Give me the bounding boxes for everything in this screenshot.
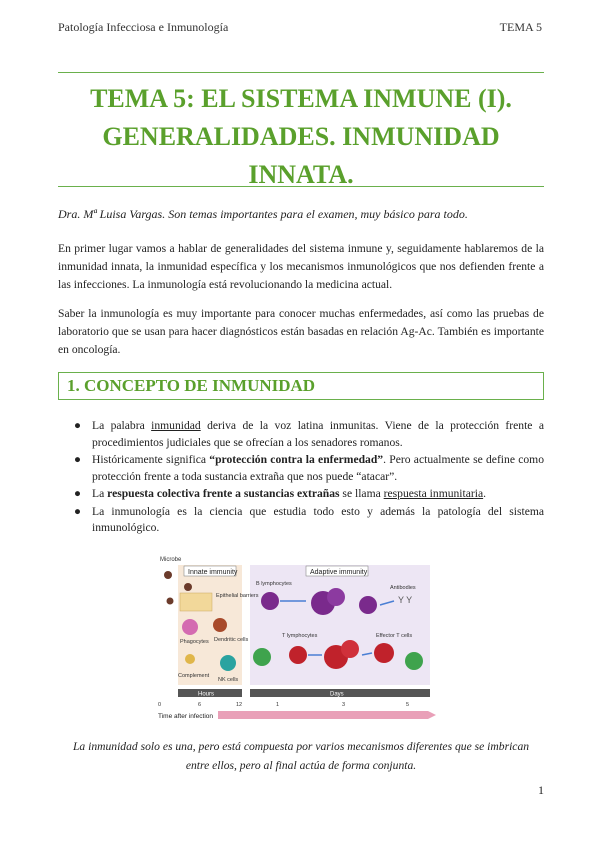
list-item [58, 486, 544, 503]
t-cell-cluster-icon [341, 640, 359, 658]
tick-label: 3 [342, 702, 346, 708]
bullet-text: deriva de la voz latina inmunitas. Viene de la protección frente a procedimientos judiciales que se ofrecían a los senadores romanos. [92, 419, 544, 449]
bullet-underlined: respuesta inmunitaria [383, 487, 484, 500]
microbe-label: Microbe [160, 557, 182, 563]
bullet-text: . Pero actualmente se define como protección frente a toda sustancia extraña que nos puede “atacar”. [92, 453, 544, 483]
bullet-bold: respuesta colectiva frente a sustancias extrañas [107, 487, 340, 500]
hours-label: Hours [198, 691, 215, 698]
bullet-icon: ● [74, 419, 82, 432]
antibody-icon: Y Y [398, 595, 413, 605]
epithelial-label: Epithelial barriers [216, 593, 259, 599]
title-line-3: INNATA. [248, 160, 354, 189]
dendritic-cell-icon [213, 618, 227, 632]
nk-cell-icon [220, 655, 236, 671]
b-cell-icon [261, 592, 279, 610]
adaptive-label: Adaptive immunity [310, 569, 368, 576]
complement-label: Complement [178, 673, 210, 679]
dendritic-label: Dendritic cells [214, 637, 249, 643]
immunity-figure [158, 553, 438, 723]
time-label: Time after infection [158, 713, 214, 720]
b-lymphocytes-label: B lymphocytes [256, 581, 292, 587]
effector-label: Effector T cells [376, 633, 413, 639]
plasma-cell-icon [359, 596, 377, 614]
bullet-text: . [483, 487, 487, 500]
caption-line-1: La inmunidad solo es una, pero está compuesta por varios mecanismos diferentes que se imbrican [72, 740, 530, 753]
effector-t-cell-icon [374, 643, 394, 663]
title-line-2: GENERALIDADES. INMUNIDAD [102, 122, 500, 151]
page-number: 1 [538, 783, 544, 797]
list-item [58, 504, 544, 537]
nk-label: NK cells [218, 677, 239, 683]
list-item [58, 418, 544, 451]
paragraph-2: Saber la inmunología es muy importante para conocer muchas enfermedades, así como las pruebas de laboratorio que se usan para hacer diagnósticos están basadas en relación Ag-Ac. También es importante en oncología. [58, 307, 544, 356]
innate-label: Innate immunity [188, 569, 238, 576]
bullet-text: La palabra [92, 419, 152, 432]
title-line-1: TEMA 5: EL SISTEMA INMUNE (I). [90, 84, 512, 113]
phagocyte-icon [182, 619, 198, 635]
caption-line-2: entre ellos, pero al final actúa de forma conjunta. [185, 759, 417, 772]
bullet-bold: “protección contra la enfermedad” [209, 453, 384, 466]
complement-icon [185, 654, 195, 664]
phagocytes-label: Phagocytes [180, 639, 209, 645]
bullet-text: se llama [339, 487, 384, 500]
antibodies-label: Antibodies [390, 585, 416, 591]
tick-label: 0 [158, 702, 162, 708]
page-header [58, 20, 542, 38]
paragraph-1: En primer lugar vamos a hablar de generalidades del sistema inmune y, seguidamente hablaremos de la inmunidad innata, la inmunidad específica y los mecanismos inmunológicos que nos defienden frente a las infecciones. La inmunología está revolucionando la medicina actual. [58, 242, 544, 291]
author-note: Dra. Mª Luisa Vargas. Son temas importantes para el examen, muy básico para todo. [58, 207, 468, 221]
epithelial-barrier-icon [180, 593, 212, 611]
tick-label: 6 [198, 702, 202, 708]
header-course: Patología Infecciosa e Inmunología [58, 20, 229, 34]
days-label: Days [330, 691, 344, 698]
b-cell-cluster-icon [327, 588, 345, 606]
bullet-text: Históricamente significa [92, 453, 210, 466]
title-bottom-rule [58, 186, 544, 187]
list-item [58, 452, 544, 485]
header-topic: TEMA 5 [499, 20, 542, 34]
title-top-rule [58, 72, 544, 73]
figure-caption [58, 737, 544, 775]
t-cell-icon [289, 646, 307, 664]
bullet-list [58, 418, 544, 538]
target-cell-icon [405, 652, 423, 670]
tick-label: 12 [236, 702, 243, 708]
section-heading: 1. CONCEPTO DE INMUNIDAD [67, 376, 316, 395]
time-arrow-icon [218, 711, 436, 719]
section-heading-box [58, 372, 544, 400]
bullet-text: La [92, 487, 108, 500]
bullet-icon: ● [74, 487, 82, 500]
tick-label: 1 [276, 702, 280, 708]
page-title [58, 80, 544, 194]
dendritic-presenting-icon [253, 648, 271, 666]
t-lymphocytes-label: T lymphocytes [282, 633, 318, 639]
bullet-text: La inmunología es la ciencia que estudia todo esto y además la patología del sistema inmunológico. [92, 504, 544, 534]
bullet-underlined: inmunidad [151, 419, 201, 432]
tick-label: 5 [406, 702, 410, 708]
bullet-icon: ● [74, 504, 82, 518]
bullet-icon: ● [74, 453, 82, 466]
